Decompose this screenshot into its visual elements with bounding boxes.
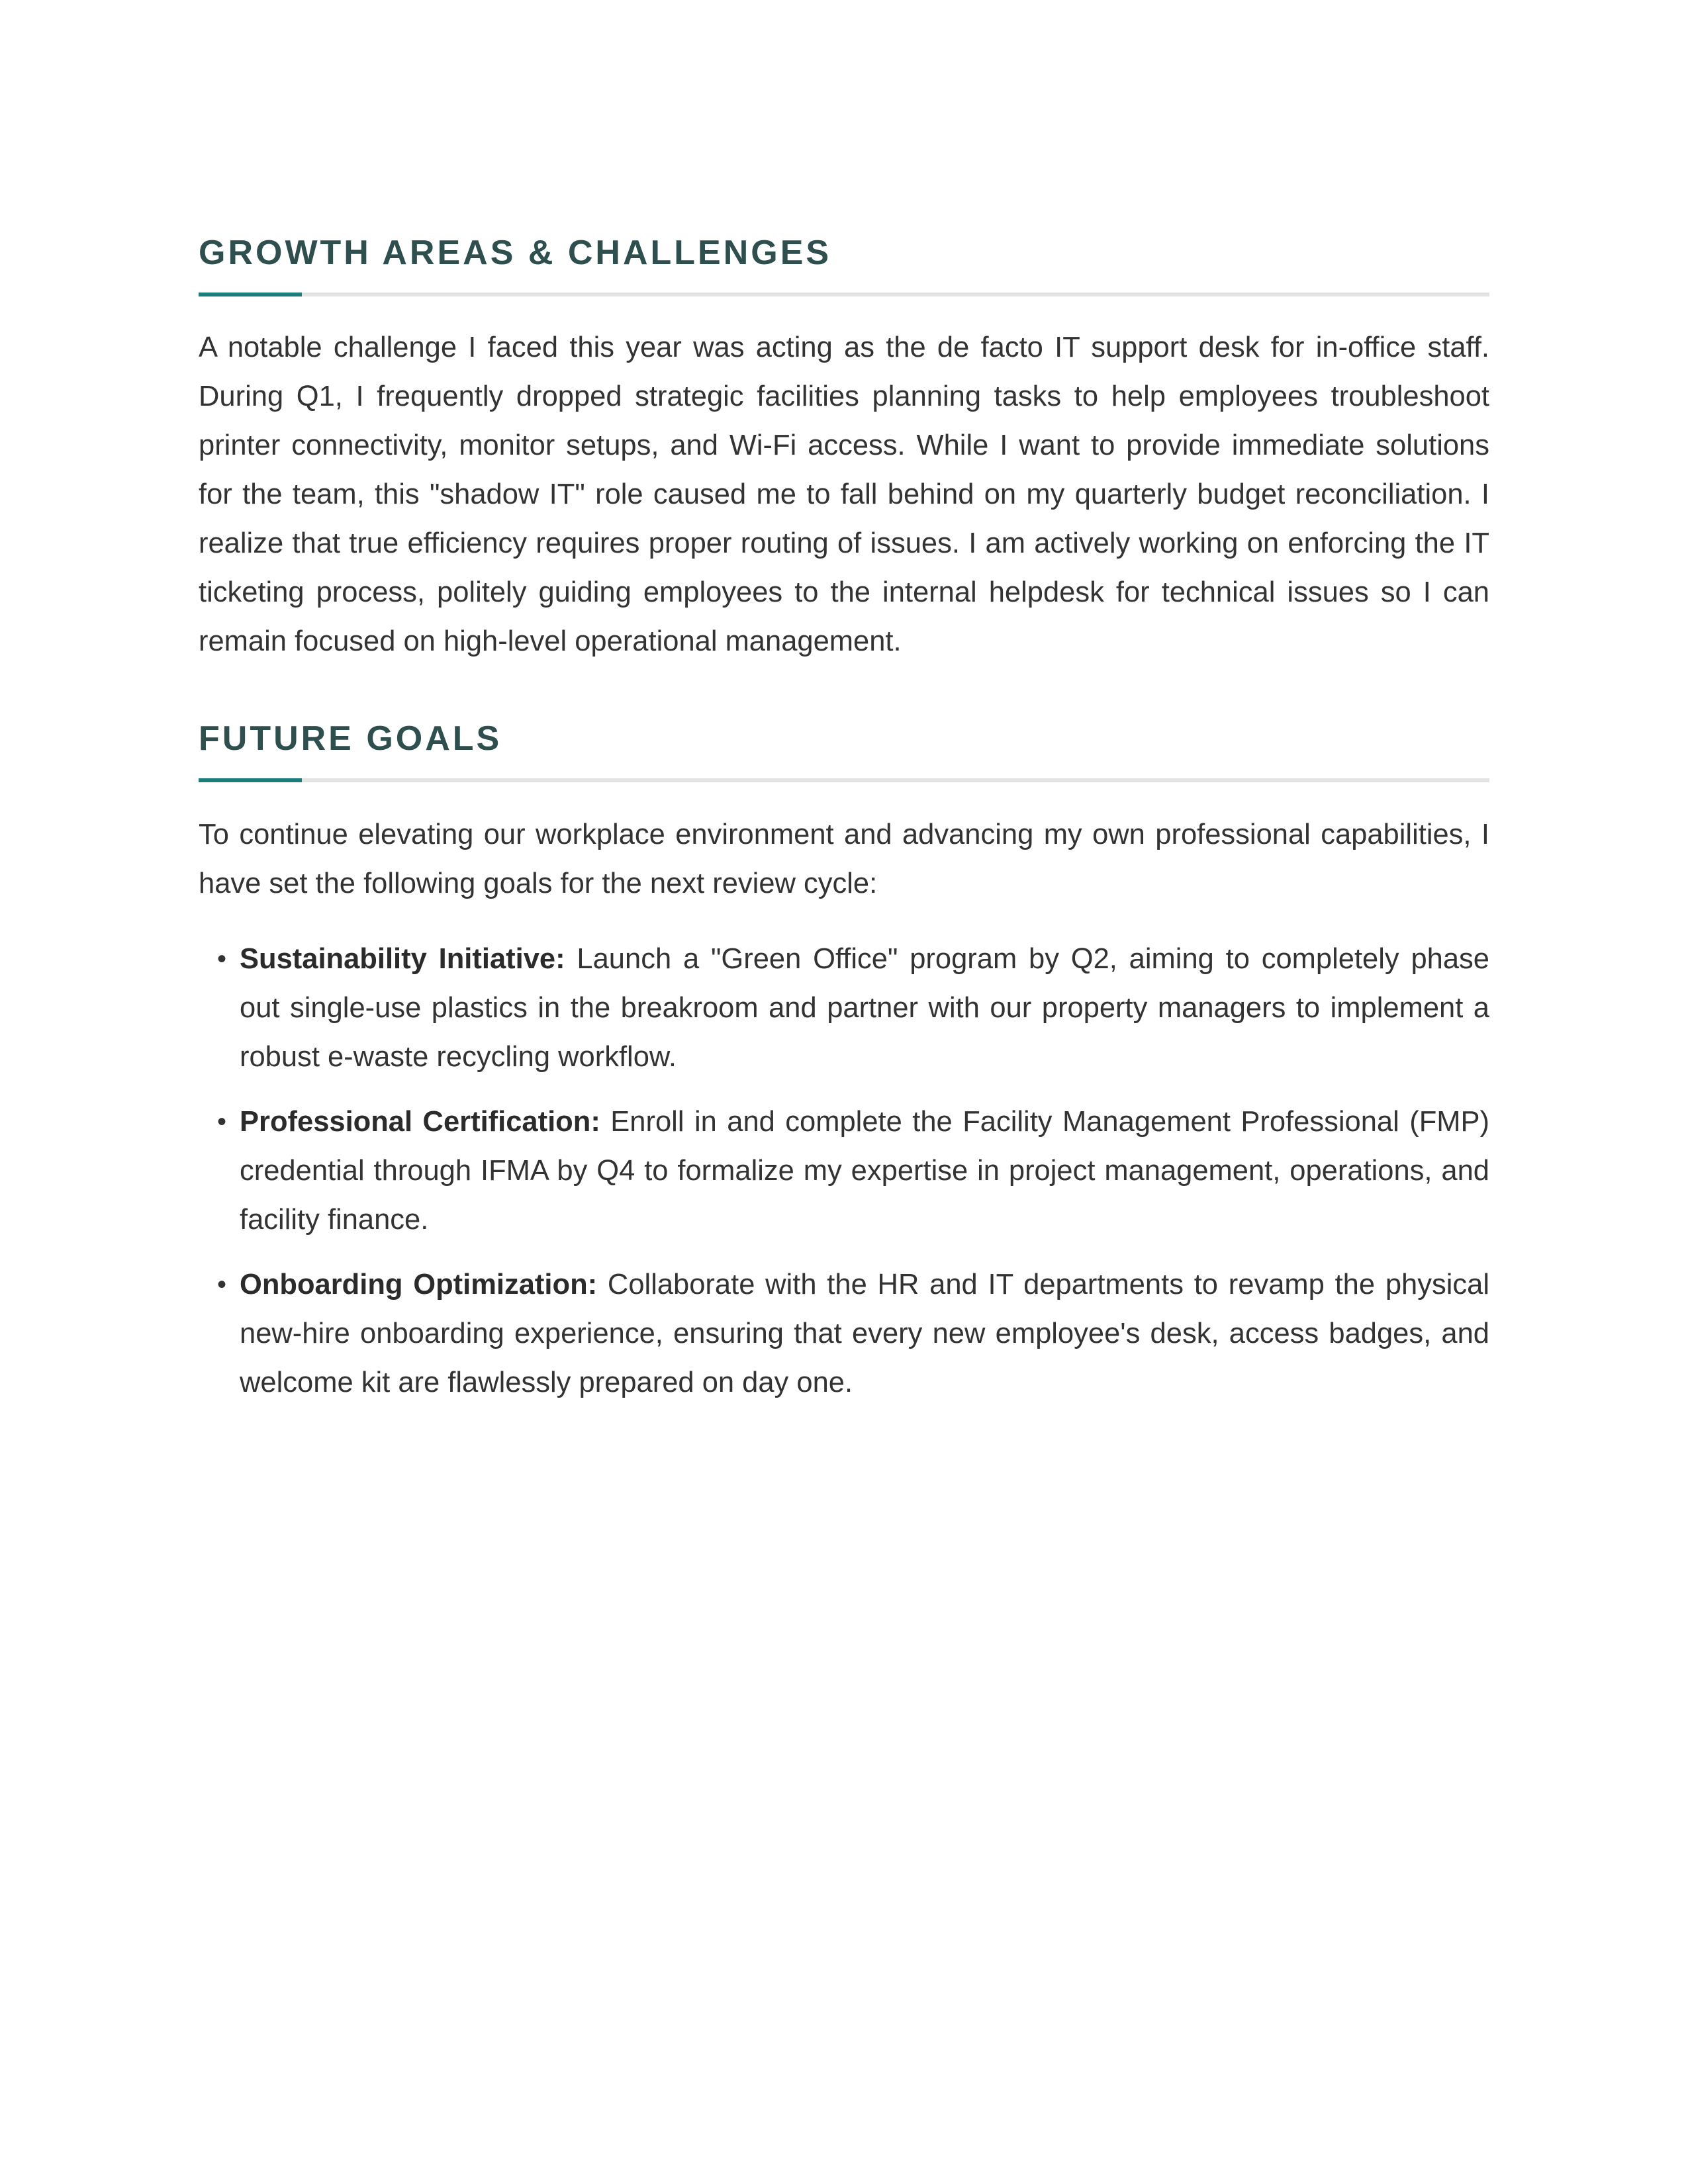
goal-title: Sustainability Initiative: xyxy=(240,943,565,975)
goal-item-certification xyxy=(199,1097,1489,1244)
goal-text: Enroll in and complete the Facility Management Professional (FMP) credential through IFMA by Q4 to formalize my expertise in project management, operations, and facility finance. xyxy=(240,1106,1489,1236)
bullet-icon: • xyxy=(217,1107,227,1136)
bullet-icon: • xyxy=(217,1270,227,1299)
future-goals-heading-rule xyxy=(199,778,1489,782)
growth-section xyxy=(199,236,1489,666)
goal-text: Collaborate with the HR and IT departments to revamp the physical new-hire onboarding experience, ensuring that every new employee's desk, access badges, and welcome kit are flawlessly prepared on day one. xyxy=(240,1269,1489,1398)
future-goals-heading-accent xyxy=(199,778,302,782)
future-goals-section xyxy=(199,721,1489,1407)
goal-title: Onboarding Optimization: xyxy=(240,1269,598,1300)
future-goals-heading: FUTURE GOALS xyxy=(199,719,502,758)
bullet-icon: • xyxy=(217,944,227,974)
goal-text: Launch a "Green Office" program by Q2, aiming to completely phase out single-use plastics in the breakroom and partner with our property managers to implement a robust e-waste recycling workflow. xyxy=(240,943,1489,1073)
goals-list xyxy=(199,934,1489,1407)
goal-item-sustainability xyxy=(199,934,1489,1081)
growth-paragraph: A notable challenge I faced this year was acting as the de facto IT support desk for in-office staff. During Q1, I frequently dropped strategic facilities planning tasks to help employees troubleshoot printer connectivity, monitor setups, and Wi-Fi access. While I want to provide immediate solutions for the team, this "shadow IT" role caused me to fall behind on my quarterly budget reconciliation. I realize that true efficiency requires proper routing of issues. I am actively working on enforcing the IT ticketing process, politely guiding employees to the internal helpdesk for technical issues so I can remain focused on high-level operational management. xyxy=(199,332,1489,657)
growth-heading-accent xyxy=(199,293,302,296)
document-page xyxy=(199,225,1489,1423)
goal-title: Professional Certification: xyxy=(240,1106,600,1138)
growth-heading: GROWTH AREAS & CHALLENGES xyxy=(199,234,832,272)
goal-item-onboarding xyxy=(199,1260,1489,1407)
growth-heading-rule xyxy=(199,293,1489,296)
future-goals-intro: To continue elevating our workplace environment and advancing my own professional capabilities, I have set the following goals for the next review cycle: xyxy=(199,819,1489,899)
